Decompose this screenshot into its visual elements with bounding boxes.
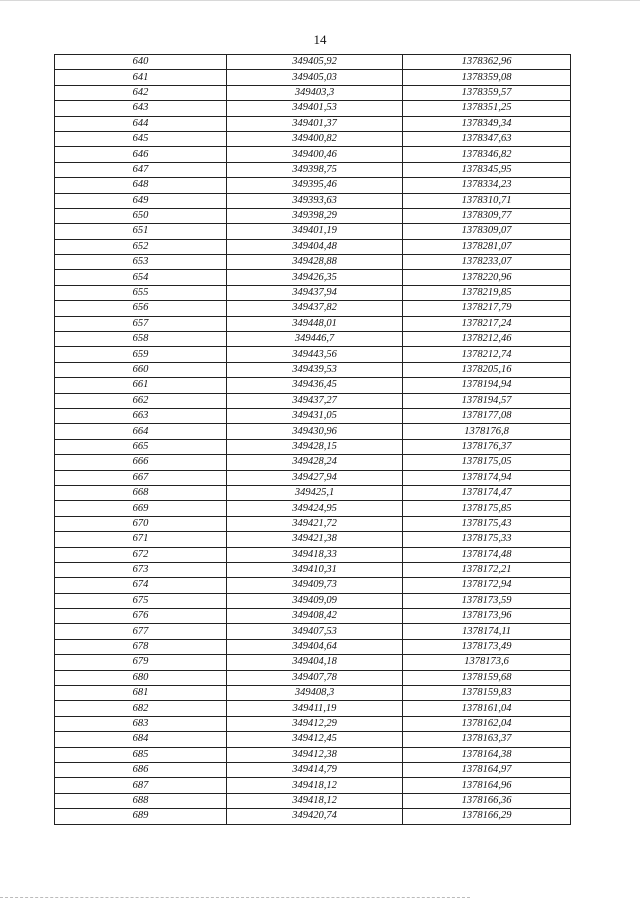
y-coordinate-cell: 1378351,25 bbox=[403, 101, 571, 116]
y-coordinate-cell: 1378173,49 bbox=[403, 639, 571, 654]
y-coordinate-cell: 1378159,68 bbox=[403, 670, 571, 685]
y-coordinate-cell: 1378345,95 bbox=[403, 162, 571, 177]
table-row bbox=[55, 147, 571, 162]
y-coordinate-cell: 1378175,43 bbox=[403, 516, 571, 531]
x-coordinate-cell: 349401,53 bbox=[227, 101, 403, 116]
y-coordinate-cell: 1378175,05 bbox=[403, 455, 571, 470]
x-coordinate-cell: 349428,88 bbox=[227, 255, 403, 270]
table-row bbox=[55, 439, 571, 454]
point-number-cell: 643 bbox=[55, 101, 227, 116]
point-number-cell: 665 bbox=[55, 439, 227, 454]
y-coordinate-cell: 1378173,96 bbox=[403, 609, 571, 624]
x-coordinate-cell: 349400,82 bbox=[227, 131, 403, 146]
point-number-cell: 686 bbox=[55, 762, 227, 777]
table-row bbox=[55, 655, 571, 670]
x-coordinate-cell: 349418,12 bbox=[227, 793, 403, 808]
x-coordinate-cell: 349439,53 bbox=[227, 362, 403, 377]
y-coordinate-cell: 1378281,07 bbox=[403, 239, 571, 254]
x-coordinate-cell: 349430,96 bbox=[227, 424, 403, 439]
x-coordinate-cell: 349409,09 bbox=[227, 593, 403, 608]
point-number-cell: 666 bbox=[55, 455, 227, 470]
point-number-cell: 641 bbox=[55, 70, 227, 85]
x-coordinate-cell: 349425,1 bbox=[227, 485, 403, 500]
point-number-cell: 657 bbox=[55, 316, 227, 331]
point-number-cell: 675 bbox=[55, 593, 227, 608]
y-coordinate-cell: 1378310,71 bbox=[403, 193, 571, 208]
table-row bbox=[55, 332, 571, 347]
y-coordinate-cell: 1378347,63 bbox=[403, 131, 571, 146]
table-row bbox=[55, 562, 571, 577]
coordinates-table-body bbox=[55, 55, 571, 825]
point-number-cell: 678 bbox=[55, 639, 227, 654]
x-coordinate-cell: 349418,33 bbox=[227, 547, 403, 562]
y-coordinate-cell: 1378194,94 bbox=[403, 378, 571, 393]
table-row bbox=[55, 516, 571, 531]
x-coordinate-cell: 349421,38 bbox=[227, 532, 403, 547]
point-number-cell: 647 bbox=[55, 162, 227, 177]
x-coordinate-cell: 349403,3 bbox=[227, 85, 403, 100]
table-row bbox=[55, 224, 571, 239]
y-coordinate-cell: 1378194,57 bbox=[403, 393, 571, 408]
x-coordinate-cell: 349401,37 bbox=[227, 116, 403, 131]
point-number-cell: 659 bbox=[55, 347, 227, 362]
table-row bbox=[55, 716, 571, 731]
y-coordinate-cell: 1378309,77 bbox=[403, 208, 571, 223]
point-number-cell: 688 bbox=[55, 793, 227, 808]
table-row bbox=[55, 255, 571, 270]
table-row bbox=[55, 270, 571, 285]
y-coordinate-cell: 1378212,74 bbox=[403, 347, 571, 362]
table-row bbox=[55, 285, 571, 300]
scan-edge-bottom bbox=[0, 897, 470, 898]
x-coordinate-cell: 349393,63 bbox=[227, 193, 403, 208]
x-coordinate-cell: 349408,42 bbox=[227, 609, 403, 624]
y-coordinate-cell: 1378359,08 bbox=[403, 70, 571, 85]
table-row bbox=[55, 316, 571, 331]
point-number-cell: 674 bbox=[55, 578, 227, 593]
y-coordinate-cell: 1378159,83 bbox=[403, 686, 571, 701]
y-coordinate-cell: 1378175,85 bbox=[403, 501, 571, 516]
y-coordinate-cell: 1378219,85 bbox=[403, 285, 571, 300]
point-number-cell: 676 bbox=[55, 609, 227, 624]
table-row bbox=[55, 239, 571, 254]
y-coordinate-cell: 1378172,21 bbox=[403, 562, 571, 577]
point-number-cell: 655 bbox=[55, 285, 227, 300]
table-row bbox=[55, 362, 571, 377]
table-row bbox=[55, 778, 571, 793]
table-row bbox=[55, 178, 571, 193]
point-number-cell: 646 bbox=[55, 147, 227, 162]
table-row bbox=[55, 193, 571, 208]
point-number-cell: 654 bbox=[55, 270, 227, 285]
point-number-cell: 673 bbox=[55, 562, 227, 577]
point-number-cell: 671 bbox=[55, 532, 227, 547]
coordinates-table bbox=[54, 54, 571, 825]
x-coordinate-cell: 349427,94 bbox=[227, 470, 403, 485]
y-coordinate-cell: 1378217,24 bbox=[403, 316, 571, 331]
point-number-cell: 649 bbox=[55, 193, 227, 208]
table-row bbox=[55, 408, 571, 423]
table-row bbox=[55, 485, 571, 500]
x-coordinate-cell: 349446,7 bbox=[227, 332, 403, 347]
table-row bbox=[55, 470, 571, 485]
table-row bbox=[55, 670, 571, 685]
table-row bbox=[55, 609, 571, 624]
table-row bbox=[55, 70, 571, 85]
x-coordinate-cell: 349409,73 bbox=[227, 578, 403, 593]
x-coordinate-cell: 349428,24 bbox=[227, 455, 403, 470]
table-row bbox=[55, 701, 571, 716]
x-coordinate-cell: 349436,45 bbox=[227, 378, 403, 393]
x-coordinate-cell: 349431,05 bbox=[227, 408, 403, 423]
table-row bbox=[55, 101, 571, 116]
table-row bbox=[55, 208, 571, 223]
table-row bbox=[55, 301, 571, 316]
x-coordinate-cell: 349414,79 bbox=[227, 762, 403, 777]
x-coordinate-cell: 349404,64 bbox=[227, 639, 403, 654]
table-row bbox=[55, 809, 571, 824]
x-coordinate-cell: 349412,45 bbox=[227, 732, 403, 747]
y-coordinate-cell: 1378174,47 bbox=[403, 485, 571, 500]
table-row bbox=[55, 593, 571, 608]
table-row bbox=[55, 624, 571, 639]
point-number-cell: 684 bbox=[55, 732, 227, 747]
y-coordinate-cell: 1378172,94 bbox=[403, 578, 571, 593]
x-coordinate-cell: 349437,94 bbox=[227, 285, 403, 300]
scan-edge-top bbox=[0, 0, 640, 1]
point-number-cell: 651 bbox=[55, 224, 227, 239]
table-row bbox=[55, 532, 571, 547]
x-coordinate-cell: 349411,19 bbox=[227, 701, 403, 716]
y-coordinate-cell: 1378176,37 bbox=[403, 439, 571, 454]
x-coordinate-cell: 349408,3 bbox=[227, 686, 403, 701]
y-coordinate-cell: 1378166,29 bbox=[403, 809, 571, 824]
x-coordinate-cell: 349401,19 bbox=[227, 224, 403, 239]
point-number-cell: 650 bbox=[55, 208, 227, 223]
y-coordinate-cell: 1378362,96 bbox=[403, 55, 571, 70]
point-number-cell: 668 bbox=[55, 485, 227, 500]
y-coordinate-cell: 1378212,46 bbox=[403, 332, 571, 347]
point-number-cell: 681 bbox=[55, 686, 227, 701]
y-coordinate-cell: 1378309,07 bbox=[403, 224, 571, 239]
table-row bbox=[55, 378, 571, 393]
table-row bbox=[55, 162, 571, 177]
y-coordinate-cell: 1378349,34 bbox=[403, 116, 571, 131]
table-row bbox=[55, 131, 571, 146]
y-coordinate-cell: 1378175,33 bbox=[403, 532, 571, 547]
y-coordinate-cell: 1378220,96 bbox=[403, 270, 571, 285]
y-coordinate-cell: 1378164,97 bbox=[403, 762, 571, 777]
y-coordinate-cell: 1378359,57 bbox=[403, 85, 571, 100]
table-row bbox=[55, 732, 571, 747]
y-coordinate-cell: 1378346,82 bbox=[403, 147, 571, 162]
table-row bbox=[55, 547, 571, 562]
point-number-cell: 677 bbox=[55, 624, 227, 639]
x-coordinate-cell: 349395,46 bbox=[227, 178, 403, 193]
y-coordinate-cell: 1378177,08 bbox=[403, 408, 571, 423]
table-row bbox=[55, 639, 571, 654]
point-number-cell: 670 bbox=[55, 516, 227, 531]
table-row bbox=[55, 578, 571, 593]
point-number-cell: 683 bbox=[55, 716, 227, 731]
point-number-cell: 687 bbox=[55, 778, 227, 793]
point-number-cell: 679 bbox=[55, 655, 227, 670]
point-number-cell: 644 bbox=[55, 116, 227, 131]
x-coordinate-cell: 349418,12 bbox=[227, 778, 403, 793]
point-number-cell: 640 bbox=[55, 55, 227, 70]
x-coordinate-cell: 349398,75 bbox=[227, 162, 403, 177]
x-coordinate-cell: 349448,01 bbox=[227, 316, 403, 331]
point-number-cell: 685 bbox=[55, 747, 227, 762]
point-number-cell: 662 bbox=[55, 393, 227, 408]
point-number-cell: 664 bbox=[55, 424, 227, 439]
table-row bbox=[55, 455, 571, 470]
table-row bbox=[55, 501, 571, 516]
table-row bbox=[55, 424, 571, 439]
table-row bbox=[55, 116, 571, 131]
point-number-cell: 656 bbox=[55, 301, 227, 316]
point-number-cell: 682 bbox=[55, 701, 227, 716]
x-coordinate-cell: 349421,72 bbox=[227, 516, 403, 531]
x-coordinate-cell: 349443,56 bbox=[227, 347, 403, 362]
y-coordinate-cell: 1378173,59 bbox=[403, 593, 571, 608]
x-coordinate-cell: 349407,53 bbox=[227, 624, 403, 639]
table-row bbox=[55, 347, 571, 362]
y-coordinate-cell: 1378174,11 bbox=[403, 624, 571, 639]
x-coordinate-cell: 349412,29 bbox=[227, 716, 403, 731]
x-coordinate-cell: 349404,18 bbox=[227, 655, 403, 670]
point-number-cell: 648 bbox=[55, 178, 227, 193]
x-coordinate-cell: 349407,78 bbox=[227, 670, 403, 685]
point-number-cell: 667 bbox=[55, 470, 227, 485]
x-coordinate-cell: 349404,48 bbox=[227, 239, 403, 254]
point-number-cell: 660 bbox=[55, 362, 227, 377]
y-coordinate-cell: 1378166,36 bbox=[403, 793, 571, 808]
x-coordinate-cell: 349437,27 bbox=[227, 393, 403, 408]
table-row bbox=[55, 85, 571, 100]
x-coordinate-cell: 349420,74 bbox=[227, 809, 403, 824]
page-number: 14 bbox=[313, 32, 327, 47]
point-number-cell: 661 bbox=[55, 378, 227, 393]
y-coordinate-cell: 1378164,38 bbox=[403, 747, 571, 762]
x-coordinate-cell: 349398,29 bbox=[227, 208, 403, 223]
point-number-cell: 689 bbox=[55, 809, 227, 824]
point-number-cell: 658 bbox=[55, 332, 227, 347]
table-row bbox=[55, 747, 571, 762]
table-row bbox=[55, 686, 571, 701]
y-coordinate-cell: 1378174,94 bbox=[403, 470, 571, 485]
table-row bbox=[55, 55, 571, 70]
y-coordinate-cell: 1378163,37 bbox=[403, 732, 571, 747]
point-number-cell: 669 bbox=[55, 501, 227, 516]
x-coordinate-cell: 349437,82 bbox=[227, 301, 403, 316]
x-coordinate-cell: 349405,92 bbox=[227, 55, 403, 70]
x-coordinate-cell: 349410,31 bbox=[227, 562, 403, 577]
table-row bbox=[55, 393, 571, 408]
y-coordinate-cell: 1378334,23 bbox=[403, 178, 571, 193]
y-coordinate-cell: 1378161,04 bbox=[403, 701, 571, 716]
x-coordinate-cell: 349405,03 bbox=[227, 70, 403, 85]
point-number-cell: 652 bbox=[55, 239, 227, 254]
y-coordinate-cell: 1378173,6 bbox=[403, 655, 571, 670]
x-coordinate-cell: 349424,95 bbox=[227, 501, 403, 516]
table-row bbox=[55, 762, 571, 777]
y-coordinate-cell: 1378233,07 bbox=[403, 255, 571, 270]
y-coordinate-cell: 1378205,16 bbox=[403, 362, 571, 377]
point-number-cell: 653 bbox=[55, 255, 227, 270]
point-number-cell: 663 bbox=[55, 408, 227, 423]
x-coordinate-cell: 349426,35 bbox=[227, 270, 403, 285]
y-coordinate-cell: 1378164,96 bbox=[403, 778, 571, 793]
x-coordinate-cell: 349428,15 bbox=[227, 439, 403, 454]
table-row bbox=[55, 793, 571, 808]
y-coordinate-cell: 1378162,04 bbox=[403, 716, 571, 731]
point-number-cell: 680 bbox=[55, 670, 227, 685]
x-coordinate-cell: 349412,38 bbox=[227, 747, 403, 762]
y-coordinate-cell: 1378176,8 bbox=[403, 424, 571, 439]
x-coordinate-cell: 349400,46 bbox=[227, 147, 403, 162]
y-coordinate-cell: 1378174,48 bbox=[403, 547, 571, 562]
point-number-cell: 672 bbox=[55, 547, 227, 562]
y-coordinate-cell: 1378217,79 bbox=[403, 301, 571, 316]
point-number-cell: 645 bbox=[55, 131, 227, 146]
point-number-cell: 642 bbox=[55, 85, 227, 100]
